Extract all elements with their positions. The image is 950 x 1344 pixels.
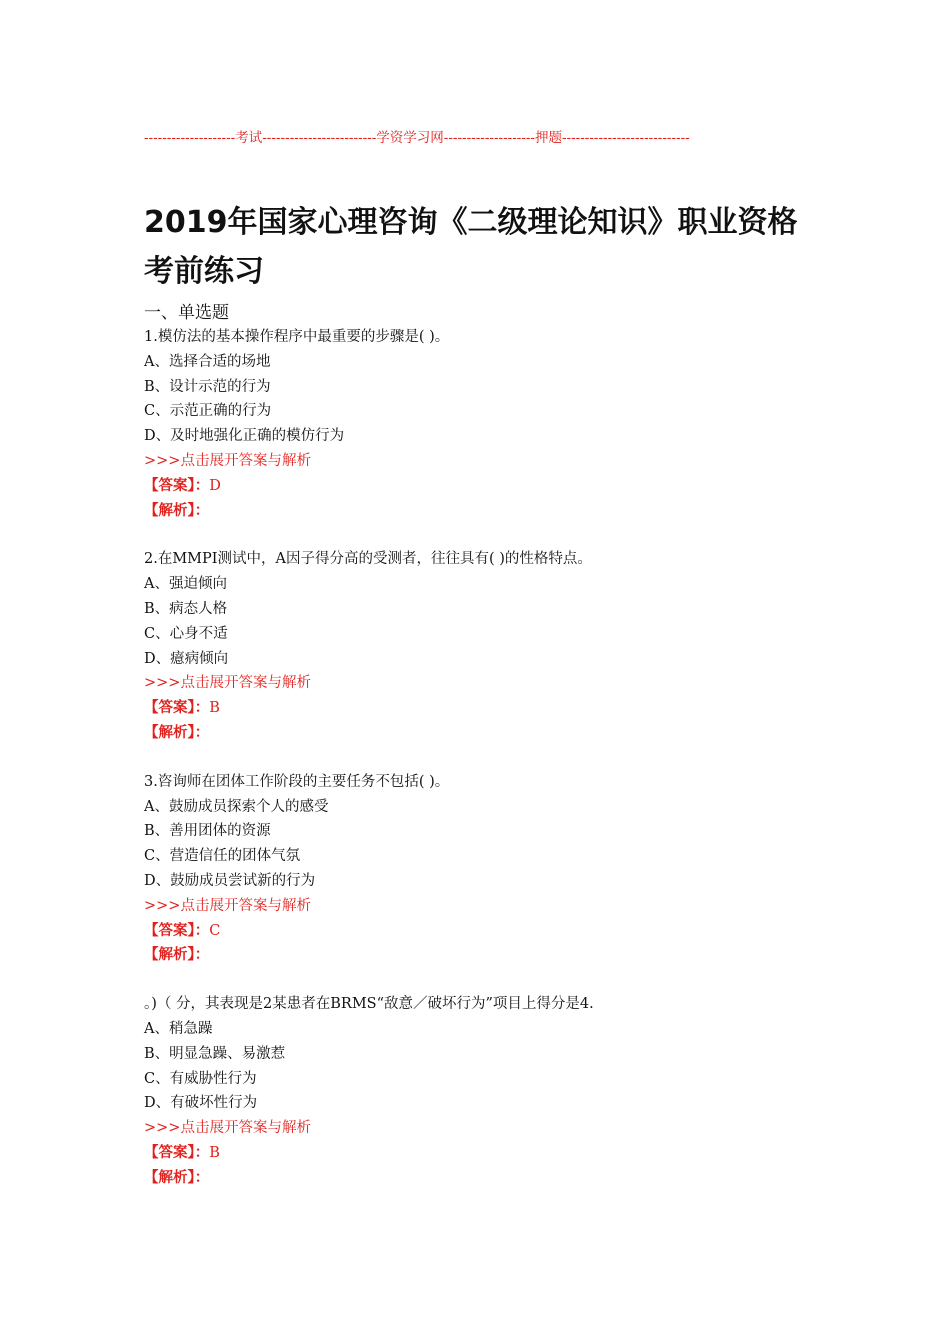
page-title-line-1: 2019年国家心理咨询《二级理论知识》职业资格 xyxy=(144,205,798,240)
page-title xyxy=(144,198,824,296)
analysis-label: 【解析】： xyxy=(144,723,210,741)
answer-label: 【答案】： xyxy=(144,1143,210,1161)
answer-line xyxy=(144,696,844,721)
option-c: C、营造信任的团体气氛 xyxy=(144,848,301,865)
analysis-label: 【解析】： xyxy=(144,1168,210,1186)
analysis-line xyxy=(144,499,844,524)
question-list xyxy=(144,325,844,1215)
answer-value: C xyxy=(209,922,221,939)
analysis-line xyxy=(144,1166,844,1191)
analysis-line xyxy=(144,721,844,746)
option-a: A、稍急躁 xyxy=(144,1020,213,1037)
expand-answer-link[interactable]: >>>点击展开答案与解析 xyxy=(144,897,311,914)
question-stem: 3.咨询师在团体工作阶段的主要任务不包括( )。 xyxy=(144,773,450,790)
answer-line xyxy=(144,1141,844,1166)
answer-value: B xyxy=(209,700,220,717)
option-a: A、强迫倾向 xyxy=(144,576,227,593)
expand-answer-link[interactable]: >>>点击展开答案与解析 xyxy=(144,452,311,469)
analysis-label: 【解析】： xyxy=(144,501,210,519)
option-d: D、癔病倾向 xyxy=(144,650,229,667)
answer-label: 【答案】： xyxy=(144,921,210,939)
option-c: C、有威胁性行为 xyxy=(144,1070,257,1087)
option-a: A、选择合适的场地 xyxy=(144,353,271,370)
question-3 xyxy=(144,770,844,968)
header-banner: --------------------考试-------------------------学资学习网--------------------押题---------------------------- xyxy=(144,130,690,146)
answer-label: 【答案】： xyxy=(144,699,210,717)
expand-answer-link[interactable]: >>>点击展开答案与解析 xyxy=(144,675,311,692)
option-b: B、病态人格 xyxy=(144,600,228,617)
answer-line xyxy=(144,474,844,499)
option-b: B、明显急躁、易激惹 xyxy=(144,1045,286,1062)
option-b: B、善用团体的资源 xyxy=(144,823,271,840)
answer-value: D xyxy=(209,477,221,494)
option-d: D、及时地强化正确的模仿行为 xyxy=(144,428,345,445)
answer-value: B xyxy=(209,1144,220,1161)
option-c: C、示范正确的行为 xyxy=(144,403,272,420)
option-d: D、有破坏性行为 xyxy=(144,1095,258,1112)
expand-answer-link[interactable]: >>>点击展开答案与解析 xyxy=(144,1120,311,1137)
answer-line xyxy=(144,919,844,944)
question-4 xyxy=(144,992,844,1190)
option-d: D、鼓励成员尝试新的行为 xyxy=(144,872,316,889)
question-2 xyxy=(144,547,844,745)
option-b: B、设计示范的行为 xyxy=(144,378,271,395)
answer-label: 【答案】： xyxy=(144,476,210,494)
question-1 xyxy=(144,325,844,523)
question-stem: 2.在MMPI测试中，A因子得分高的受测者，往往具有( )的性格特点。 xyxy=(144,551,592,568)
question-stem: 。)（ 分，其表现是2某患者在BRMS“敌意／破坏行为”项目上得分是4. xyxy=(144,996,594,1013)
question-stem: 1.模仿法的基本操作程序中最重要的步骤是( )。 xyxy=(144,329,450,345)
page-title-line-2: 考前练习 xyxy=(144,254,264,289)
analysis-label: 【解析】： xyxy=(144,946,210,964)
section-heading: 一、单选题 xyxy=(144,303,229,323)
option-a: A、鼓励成员探索个人的感受 xyxy=(144,798,329,815)
analysis-line xyxy=(144,943,844,968)
option-c: C、心身不适 xyxy=(144,625,228,642)
